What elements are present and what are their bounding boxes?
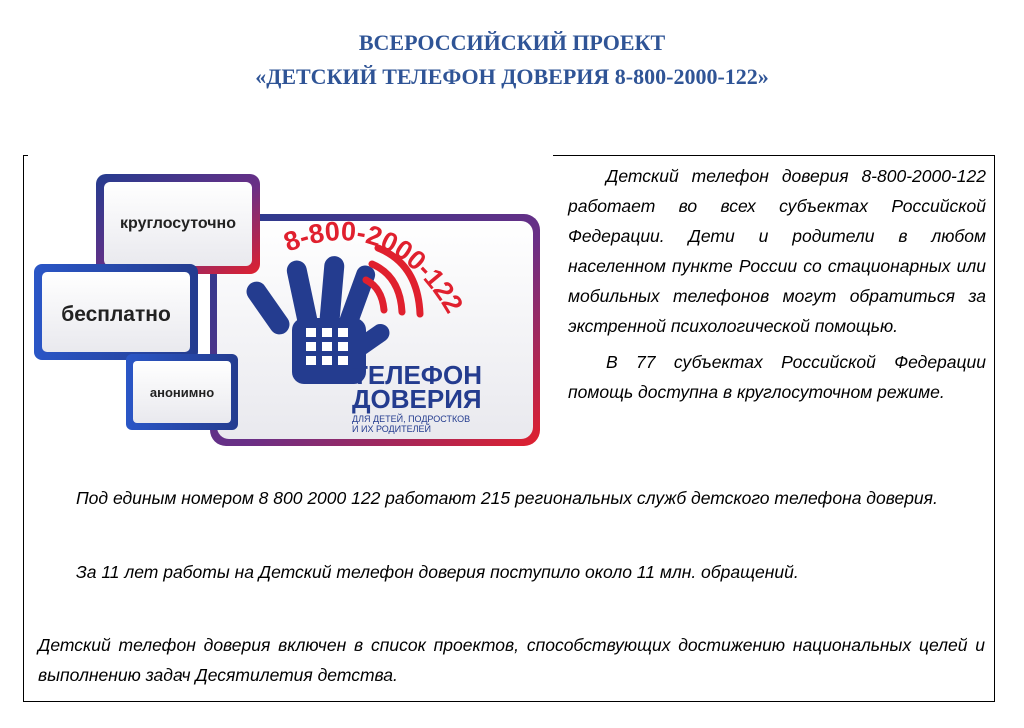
- badge2-text: бесплатно: [61, 303, 171, 326]
- logo-subtitle-line2: И ИХ РОДИТЕЛЕЙ: [352, 424, 431, 434]
- badge3-text: анонимно: [149, 385, 215, 400]
- right-paragraph-2: В 77 субъектах Российской Федерации помощь доступна в круглосуточном режиме.: [568, 352, 986, 402]
- page-header: [0, 26, 1024, 94]
- body-paragraph-1: Под единым номером 8 800 2000 122 работают 215 региональных служб детского телефона доверия.: [76, 488, 938, 508]
- right-paragraph-1: Детский телефон доверия 8-800-2000-122 работает во всех субъектах Российской Федерации. Дети и родители в любом населенном пункте России со стационарных или мобильных телефонов могут обратиться за экстренной психологической помощью.: [568, 166, 986, 336]
- badge-anonymous: [126, 354, 238, 430]
- badge-free: [34, 264, 198, 360]
- badge1-text: круглосуточно: [120, 215, 236, 232]
- body-paragraph-2: За 11 лет работы на Детский телефон доверия поступило около 11 млн. обращений.: [76, 562, 799, 582]
- right-text-block: [568, 161, 986, 413]
- logo-phone-number: 8-800-2000-122: [279, 216, 469, 319]
- body-paragraph-3: Детский телефон доверия включен в список проектов, способствующих достижению национальных целей и выполнению задач Десятилетия детства.: [38, 635, 985, 685]
- header-line-1: ВСЕРОССИЙСКИЙ ПРОЕКТ: [358, 30, 666, 55]
- logo-title-line2: ДОВЕРИЯ: [352, 384, 482, 414]
- keypad-icon: [306, 328, 348, 365]
- badge-round-the-clock: [96, 174, 260, 274]
- logo-title-line1: ТЕЛЕФОН: [352, 360, 482, 390]
- header-line-2: «ДЕТСКИЙ ТЕЛЕФОН ДОВЕРИЯ 8-800-2000-122»: [255, 64, 769, 89]
- logo-subtitle-line1: ДЛЯ ДЕТЕЙ, ПОДРОСТКОВ: [352, 414, 471, 424]
- helpline-logo: [30, 168, 550, 458]
